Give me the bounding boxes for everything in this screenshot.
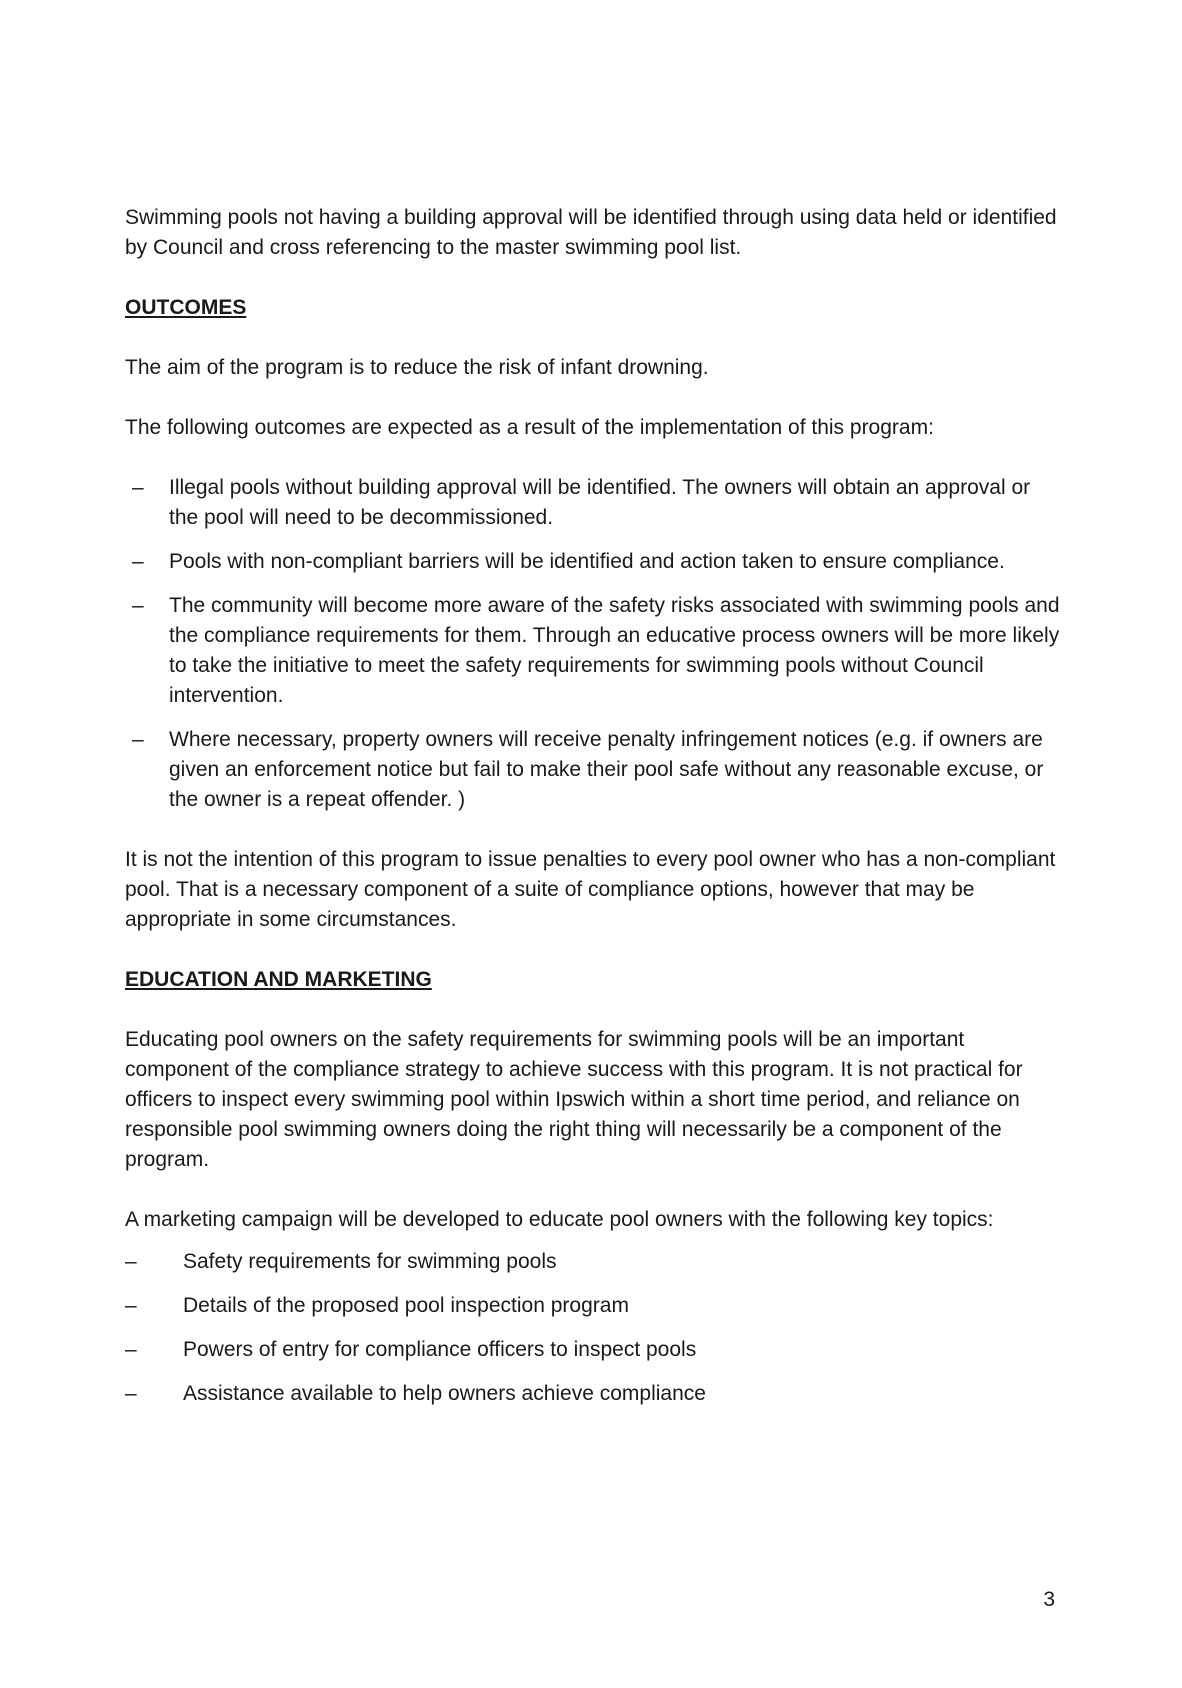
list-item bbox=[125, 547, 1065, 577]
list-item-text: Details of the proposed pool inspection program bbox=[183, 1294, 629, 1317]
education-heading: EDUCATION AND MARKETING bbox=[125, 968, 432, 991]
education-paragraph: Educating pool owners on the safety requirements for swimming pools will be an important component of the compliance strategy to achieve success with this program. It is not practical for officers to inspect every swimming pool within Ipswich within a short time period, and reliance on responsible pool swimming owners doing the right thing will necessarily be a component of the program. bbox=[125, 1028, 1023, 1171]
intro-paragraph: Swimming pools not having a building approval will be identified through using data held or identified by Council and cross referencing to the master swimming pool list. bbox=[125, 206, 1057, 259]
list-item bbox=[125, 725, 1065, 815]
dash-marker: – bbox=[132, 728, 144, 751]
dash-marker: – bbox=[132, 594, 144, 617]
dash-marker: – bbox=[125, 1294, 137, 1317]
education-lead-in: A marketing campaign will be developed to educate pool owners with the following key topics: bbox=[125, 1208, 994, 1231]
page-content bbox=[125, 203, 1065, 1423]
list-item bbox=[125, 473, 1065, 533]
list-item-text: Assistance available to help owners achieve compliance bbox=[183, 1382, 706, 1405]
dash-marker: – bbox=[125, 1338, 137, 1361]
list-item bbox=[125, 591, 1065, 711]
list-item-text: Pools with non-compliant barriers will be identified and action taken to ensure compliance. bbox=[169, 550, 1005, 573]
dash-marker: – bbox=[125, 1382, 137, 1405]
outcomes-aim: The aim of the program is to reduce the risk of infant drowning. bbox=[125, 356, 709, 379]
list-item bbox=[125, 1291, 1065, 1321]
outcomes-heading: OUTCOMES bbox=[125, 296, 247, 319]
list-item-text: Safety requirements for swimming pools bbox=[183, 1250, 557, 1273]
outcomes-lead-in: The following outcomes are expected as a result of the implementation of this program: bbox=[125, 416, 934, 439]
list-item-text: The community will become more aware of the safety risks associated with swimming pools and the compliance requirements for them. Through an educative process owners will be more likely to take the initiative to meet the safety requirements for swimming pools without Council intervention. bbox=[169, 594, 1060, 707]
list-item-text: Powers of entry for compliance officers to inspect pools bbox=[183, 1338, 697, 1361]
list-item bbox=[125, 1335, 1065, 1365]
dash-marker: – bbox=[125, 1250, 137, 1273]
topics-list bbox=[125, 1247, 1065, 1409]
dash-marker: – bbox=[132, 476, 144, 499]
outcomes-list bbox=[125, 473, 1065, 815]
list-item bbox=[125, 1247, 1065, 1277]
outcomes-closing: It is not the intention of this program to issue penalties to every pool owner who has a non-compliant pool. That is a necessary component of a suite of compliance options, however that may be appropriate in some circumstances. bbox=[125, 848, 1056, 931]
list-item bbox=[125, 1379, 1065, 1409]
page-number: 3 bbox=[1043, 1588, 1055, 1611]
dash-marker: – bbox=[132, 550, 144, 573]
list-item-text: Where necessary, property owners will receive penalty infringement notices (e.g. if owners are given an enforcement notice but fail to make their pool safe without any reasonable excuse, or the owner is a repeat offender. ) bbox=[169, 728, 1044, 811]
list-item-text: Illegal pools without building approval will be identified. The owners will obtain an approval or the pool will need to be decommissioned. bbox=[169, 476, 1031, 529]
